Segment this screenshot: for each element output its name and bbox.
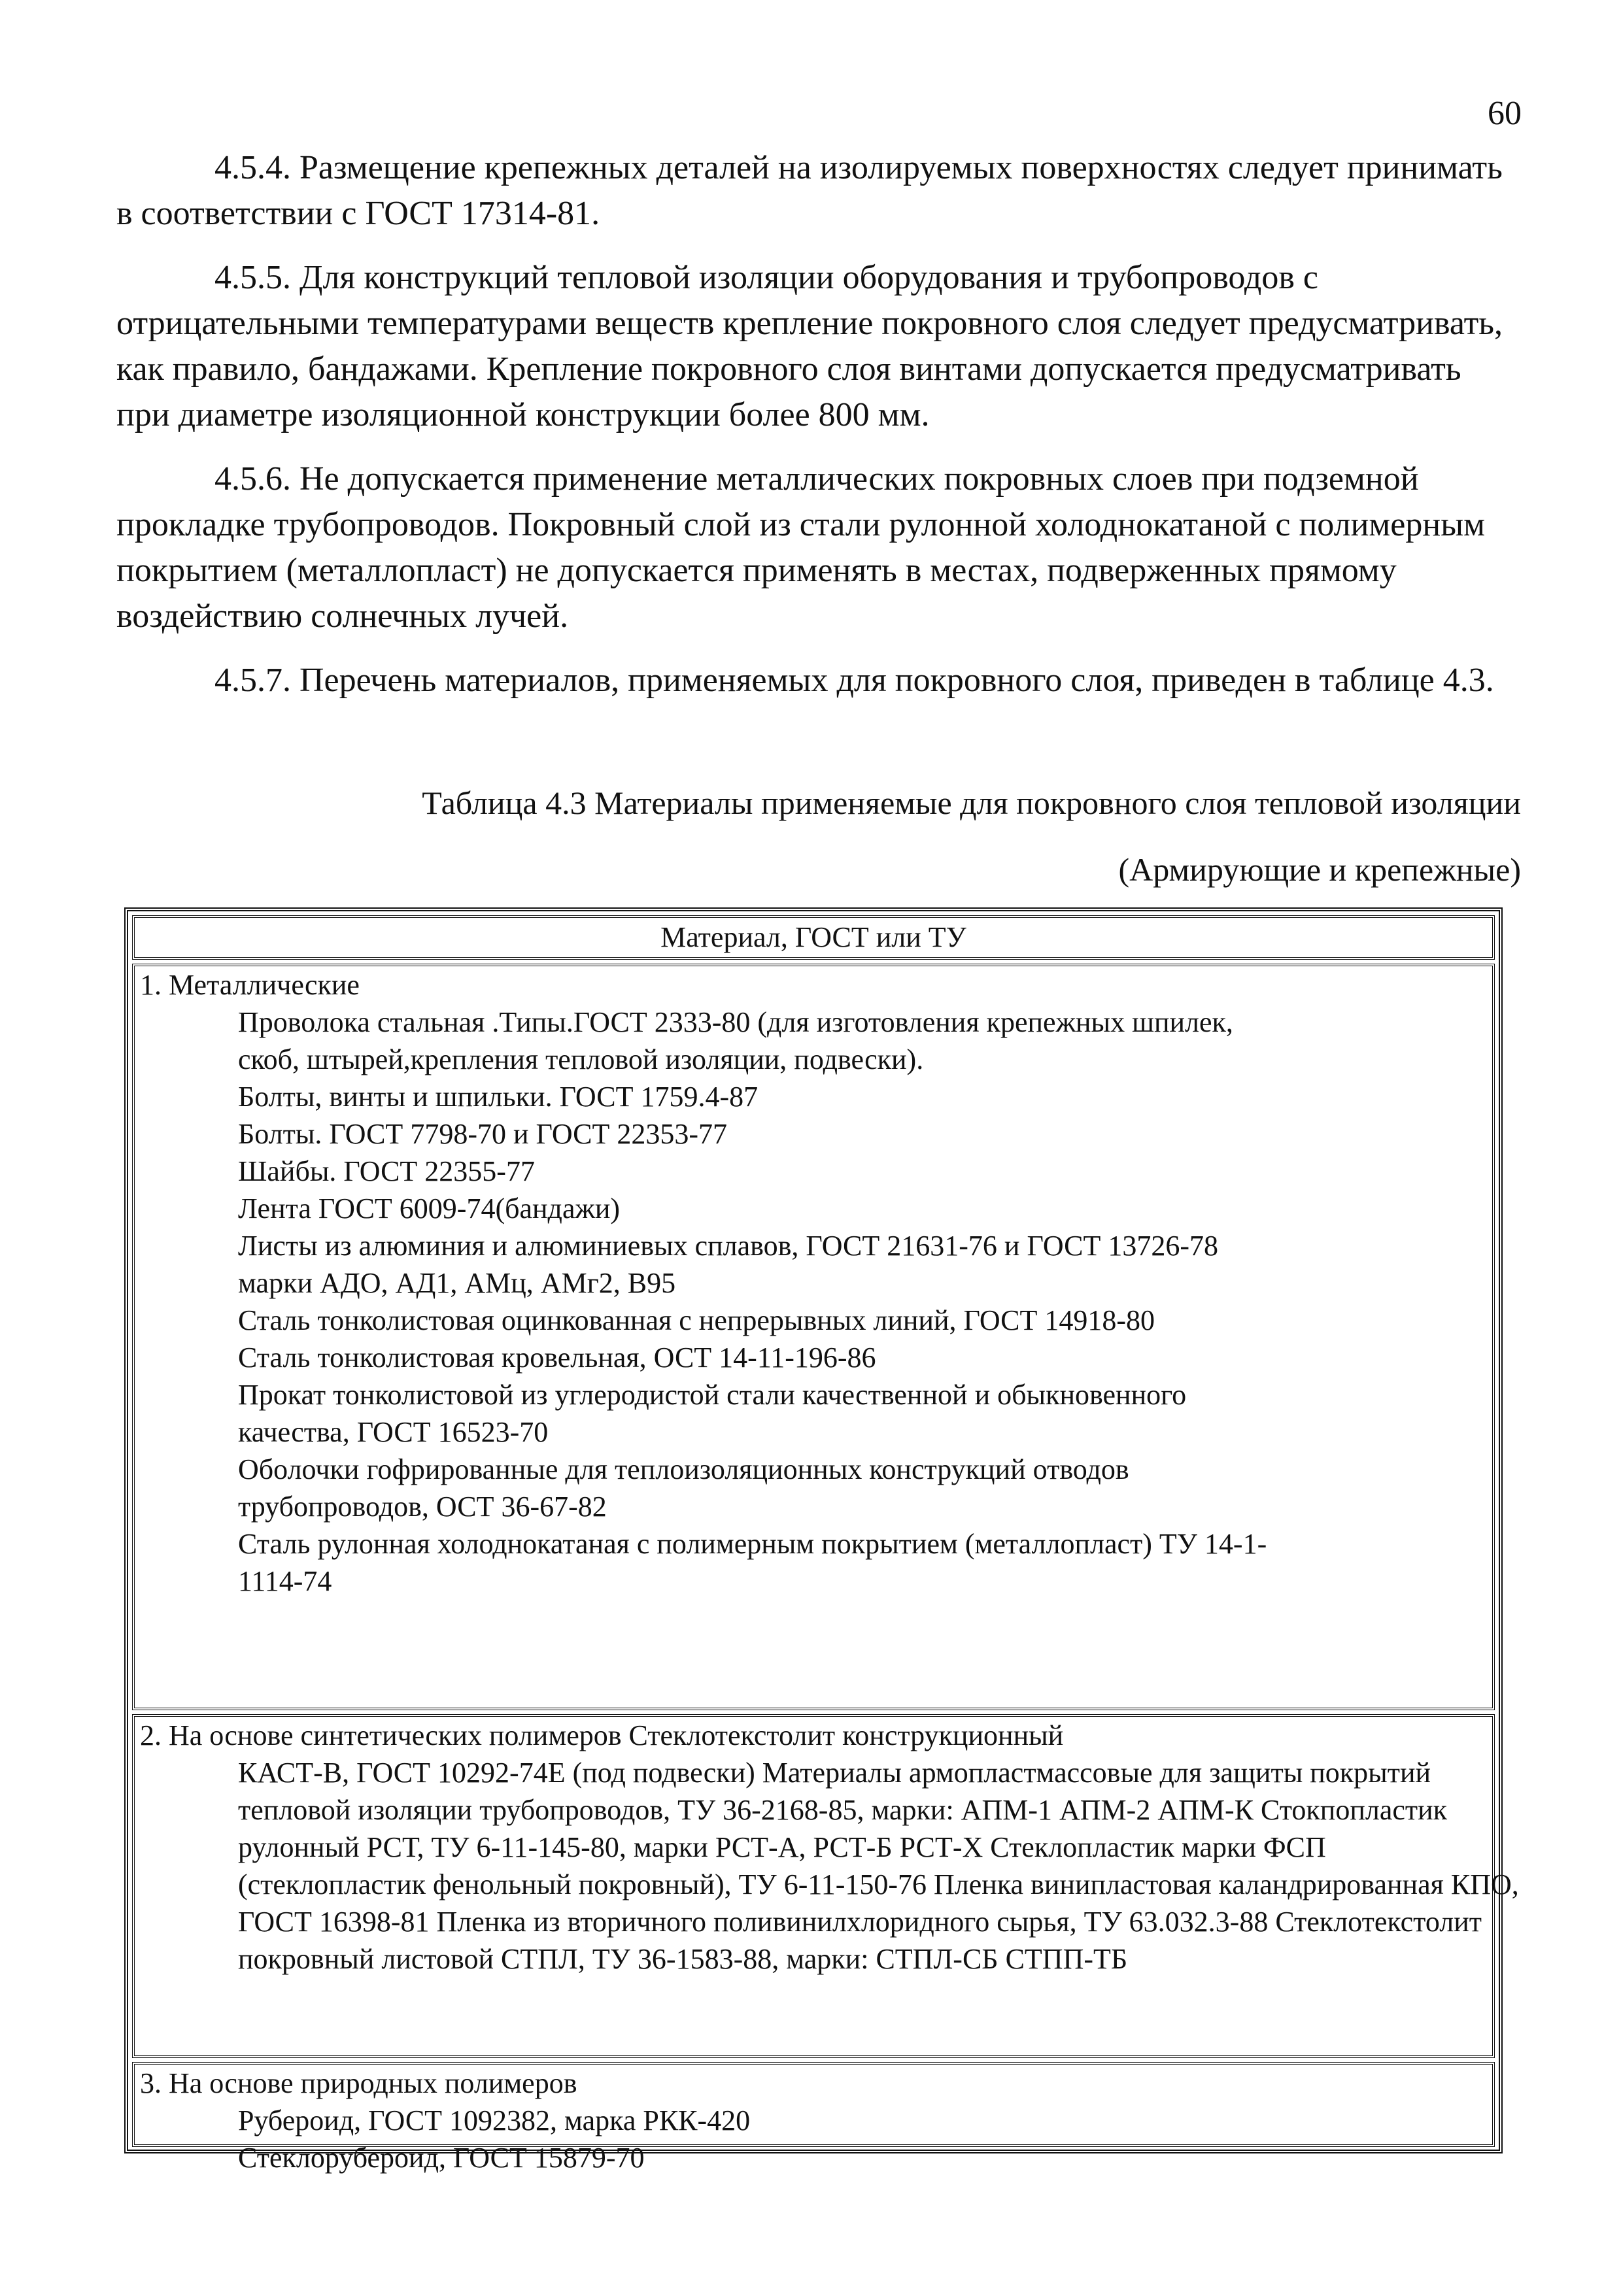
- list-item: Листы из алюминия и алюминиевых сплавов, ГОСТ 21631-76 и ГОСТ 13726-78 марки АДО, АД1, АМц, АМг2, В95: [238, 1230, 1219, 1299]
- table-header: Материал, ГОСТ или ТУ: [132, 915, 1495, 960]
- list-item: Болты. ГОСТ 7798-70 и ГОСТ 22353-77: [238, 1118, 728, 1150]
- body-text: [116, 145, 1522, 722]
- list-item: Лента ГОСТ 6009-74(бандажи): [238, 1192, 621, 1224]
- table-subcaption: (Армирующие и крепежные): [1118, 851, 1521, 888]
- table-caption: Таблица 4.3 Материалы применяемые для покровного слоя тепловой изоляции: [422, 785, 1521, 821]
- table-row-synthetic: [132, 1714, 1519, 2058]
- section-title: 3. На основе природных полимеров: [140, 2067, 577, 2099]
- list-item: Прокат тонколистовой из углеродистой стали качественной и обыкновенного качества, ГОСТ 16523-70: [238, 1379, 1187, 1448]
- list-item: Сталь рулонная холоднокатаная с полимерным покрытием (металлопласт) ТУ 14-1-1114-74: [238, 1528, 1267, 1597]
- list-item: Оболочки гофрированные для теплоизоляционных конструкций отводов трубопроводов, ОСТ 36-67-82: [238, 1453, 1129, 1523]
- table-row-natural: [132, 2062, 1495, 2174]
- table-row-metallic: [132, 964, 1495, 1710]
- paragraph-4-5-6: 4.5.6. Не допускается применение металлических покровных слоев при подземной прокладке трубопроводов. Покровный слой из стали рулонной холоднокатаной с полимерным покрытием (металлопласт) не допускается применять в местах, подверженных прямому воздействию солнечных лучей.: [116, 460, 1486, 635]
- list-item: Болты, винты и шпильки. ГОСТ 1759.4-87: [238, 1081, 759, 1113]
- page-number: 60: [1488, 95, 1522, 132]
- list-item: Сталь тонколистовая кровельная, ОСТ 14-11-196-86: [238, 1342, 876, 1374]
- list-item: КАСТ-В, ГОСТ 10292-74Е (под подвески) Материалы армопластмассовые для защиты покрытий тепловой изоляции трубопроводов, ТУ 36-2168-85, марки: АПМ-1 АПМ-2 АПМ-К Стокпопластик рулонный РСТ, ТУ 6-11-145-80, марки РСТ-А, РСТ-Б РСТ-Х Стеклопластик марки ФСП (стеклопластик фенольный покровный), ТУ 6-11-150-76 Пленка винипластовая каландрированная КПО, ГОСТ 16398-81 Пленка из вторичного поливинилхлоридного сырья, ТУ 63.032.3-88 Стеклотекстолит покровный листовой СТПЛ, ТУ 36-1583-88, марки: СТПЛ-СБ СТПП-ТБ: [238, 1757, 1519, 1975]
- paragraph-4-5-7: 4.5.7. Перечень материалов, применяемых для покровного слоя, приведен в таблице 4.3.: [214, 662, 1494, 699]
- section-title: 2. На основе синтетических полимеров Стеклотекстолит конструкционный: [140, 1719, 1064, 1751]
- materials-table: [124, 907, 1519, 2174]
- paragraph-4-5-4: 4.5.4. Размещение крепежных деталей на изолируемых поверхностях следует принимать в соответствии с ГОСТ 17314-81.: [116, 149, 1503, 232]
- list-item: Проволока стальная .Типы.ГОСТ 2333-80 (для изготовления крепежных шпилек, скоб, штырей,крепления тепловой изоляции, подвески).: [238, 1006, 1233, 1075]
- section-title: 1. Металлические: [140, 969, 360, 1001]
- list-item: Шайбы. ГОСТ 22355-77: [238, 1155, 535, 1187]
- list-item: Рубероид, ГОСТ 1092382, марка РКК-420: [238, 2104, 751, 2136]
- list-item: Стеклорубероид, ГОСТ 15879-70: [238, 2142, 645, 2174]
- paragraph-4-5-5: 4.5.5. Для конструкций тепловой изоляции оборудования и трубопроводов с отрицательными температурами веществ крепление покровного слоя следует предусматривать, как правило, бандажами. Крепление покровного слоя винтами допускается предусматривать при диаметре изоляционной конструкции более 800 мм.: [116, 259, 1503, 433]
- list-item: Сталь тонколистовая оцинкованная с непрерывных линий, ГОСТ 14918-80: [238, 1304, 1155, 1336]
